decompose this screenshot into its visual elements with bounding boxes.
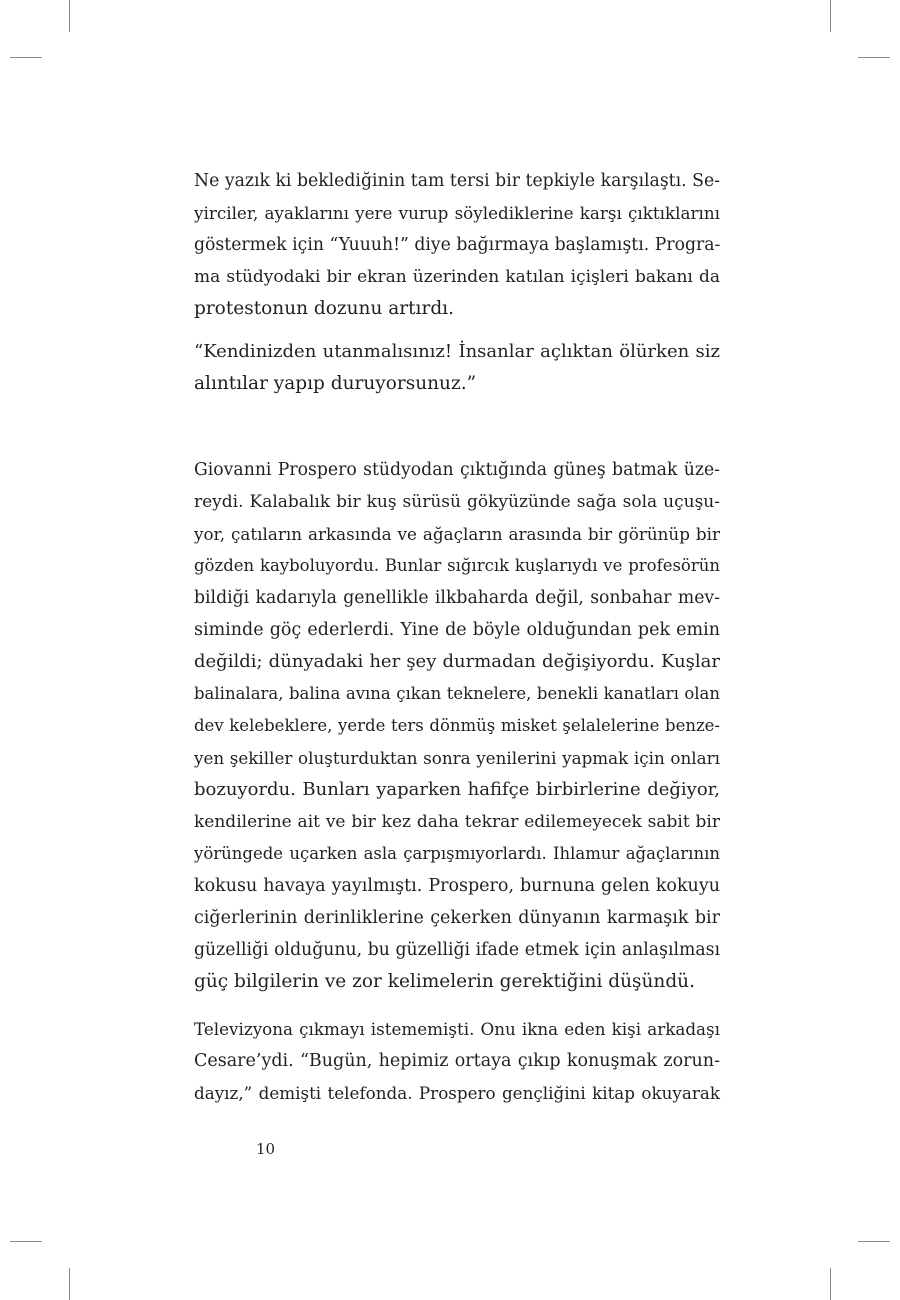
text-line: yen şekiller oluşturduktan sonra yenilerini yapmak için onları (194, 748, 720, 768)
page-number: 10 (256, 1140, 276, 1158)
text-line: güzelliği olduğunu, bu güzelliği ifade etmek için anlaşılması (194, 940, 720, 960)
text-line: göstermek için “Yuuuh!” diye bağırmaya başlamıştı. Progra- (194, 235, 721, 255)
crop-mark-left-upper (10, 57, 42, 58)
text-line: değildi; dünyadaki her şey durmadan değişiyordu. Kuşlar (194, 651, 720, 672)
text-line: dayız,” demişti telefonda. Prospero gençliğini kitap okuyarak (194, 1083, 720, 1103)
crop-mark-right-lower (858, 1241, 890, 1242)
text-line: Ne yazık ki beklediğinin tam tersi bir tepkiyle karşılaştı. Se- (194, 171, 720, 191)
crop-mark-bottom-right (830, 1268, 831, 1300)
paragraph-quote (194, 336, 720, 400)
text-line: ciğerlerinin derinliklerine çekerken dünyanın karmaşık bir (194, 908, 720, 928)
text-line: dev kelebeklere, yerde ters dönmüş misket şelalelerine benze- (194, 716, 720, 735)
crop-mark-bottom-left (69, 1268, 70, 1300)
text-line: protestonun dozunu artırdı. (194, 298, 454, 319)
paragraph-reaction (194, 165, 720, 325)
text-line: Cesare’ydi. “Bugün, hepimiz ortaya çıkıp konuşmak zorun- (194, 1051, 720, 1071)
crop-mark-left-lower (10, 1241, 42, 1242)
text-line: “Kendinizden utanmalısınız! İnsanlar açlıktan ölürken siz (194, 341, 720, 362)
crop-mark-right-upper (858, 57, 890, 58)
text-line: yirciler, ayaklarını yere vurup söylediklerine karşı çıktıklarını (194, 203, 720, 223)
paragraph-starlings (194, 454, 720, 998)
text-line: Televizyona çıkmayı istememişti. Onu ikna eden kişi arkadaşı (194, 1019, 720, 1039)
text-line: alıntılar yapıp duruyorsunuz.” (194, 373, 477, 394)
text-line: balinalara, balina avına çıkan teknelere, benekli kanatları olan (194, 684, 720, 703)
text-line: ma stüdyodaki bir ekran üzerinden katılan içişleri bakanı da (194, 267, 720, 287)
text-line: kendilerine ait ve bir kez daha tekrar edilemeyecek sabit bir (194, 812, 720, 832)
text-line: yor, çatıların arkasında ve ağaçların arasında bir görünüp bir (194, 524, 720, 544)
crop-mark-top-left (69, 0, 70, 32)
text-line: güç bilgilerin ve zor kelimelerin gerektiğini düşündü. (194, 971, 695, 992)
text-line: siminde göç ederlerdi. Yine de böyle olduğundan pek emin (194, 620, 720, 640)
text-line: bildiği kadarıyla genellikle ilkbaharda değil, sonbahar mev- (194, 588, 720, 608)
text-line: yörüngede uçarken asla çarpışmıyorlardı. Ihlamur ağaçlarının (194, 844, 720, 863)
text-line: reydi. Kalabalık bir kuş sürüsü gökyüzünde sağa sola uçuşu- (194, 492, 720, 512)
text-line: bozuyordu. Bunları yaparken hafifçe birbirlerine değiyor, (194, 779, 720, 800)
crop-mark-top-right (830, 0, 831, 32)
text-line: gözden kayboluyordu. Bunlar sığırcık kuşlarıydı ve profesörün (194, 556, 720, 575)
text-line: kokusu havaya yayılmıştı. Prospero, burnuna gelen kokuyu (194, 876, 720, 896)
text-line: Giovanni Prospero stüdyodan çıktığında güneş batmak üze- (194, 460, 720, 480)
paragraph-television (194, 1013, 720, 1109)
